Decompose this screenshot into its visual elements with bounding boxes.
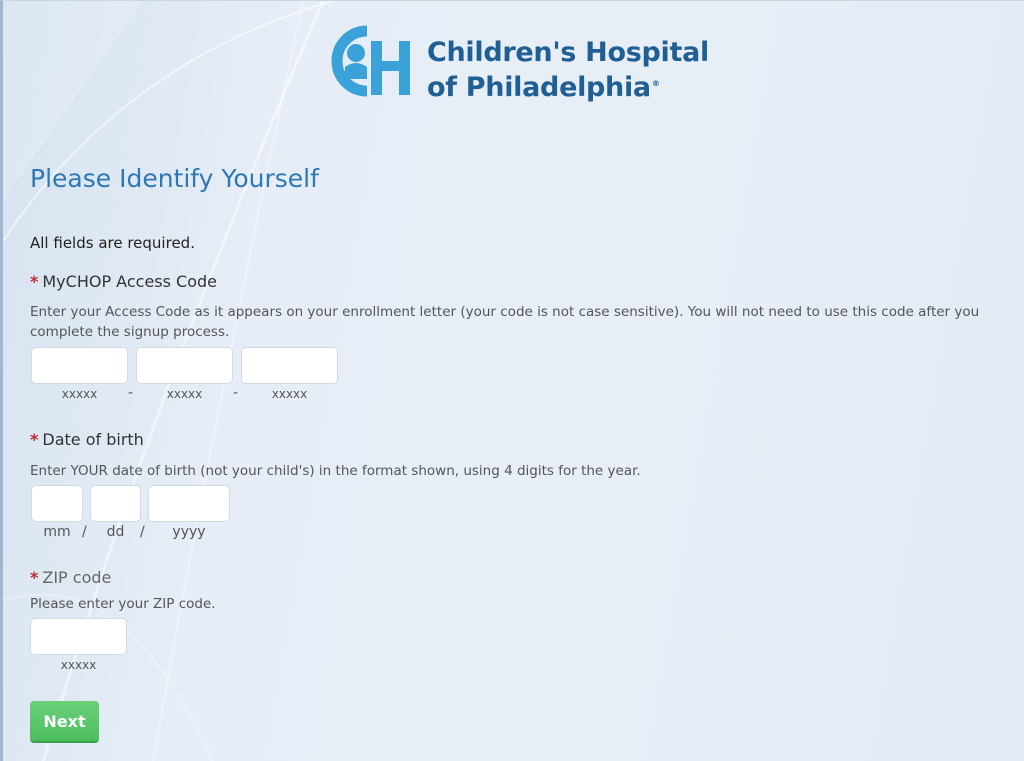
- zip-input[interactable]: [30, 618, 127, 655]
- dob-separator-1: /: [82, 524, 87, 540]
- zip-hint: xxxxx: [60, 658, 97, 672]
- dob-year-input[interactable]: [148, 485, 230, 522]
- access-code-part-2-input[interactable]: [136, 347, 233, 384]
- logo-line-2: [427, 68, 709, 103]
- access-code-part-1-hint: xxxxx: [61, 387, 98, 401]
- chop-logo: [323, 23, 713, 103]
- access-code-label: [30, 272, 217, 291]
- chop-logo-mark-icon: [323, 23, 415, 99]
- page-title: Please Identify Yourself: [30, 164, 319, 193]
- dob-year-hint: yyyy: [172, 524, 206, 540]
- dob-label: [30, 430, 144, 449]
- zip-label-text: ZIP code: [42, 568, 112, 587]
- access-code-part-3-hint: xxxxx: [271, 387, 308, 401]
- access-code-part-2-hint: xxxxx: [166, 387, 203, 401]
- dob-separator-2: /: [140, 524, 145, 540]
- required-star: *: [30, 430, 39, 449]
- access-code-help: Enter your Access Code as it appears on your enrollment letter (your code is not case sensitive). You will not need to use this code after you complete the signup process.: [30, 304, 980, 340]
- chop-logo-text: [427, 37, 709, 103]
- registered-mark: ®: [651, 79, 660, 88]
- dob-month-input[interactable]: [31, 485, 83, 522]
- dob-help: Enter YOUR date of birth (not your child's) in the format shown, using 4 digits for the year.: [30, 463, 641, 479]
- required-note: All fields are required.: [30, 234, 195, 252]
- access-code-part-1-input[interactable]: [31, 347, 128, 384]
- dob-month-hint: mm: [43, 524, 71, 540]
- logo-line-2-text: of Philadelphia: [427, 72, 651, 103]
- zip-help: Please enter your ZIP code.: [30, 596, 216, 612]
- required-star: *: [30, 568, 39, 587]
- zip-label: [30, 568, 111, 587]
- required-star: *: [30, 272, 39, 291]
- dob-label-text: Date of birth: [42, 430, 144, 449]
- next-button[interactable]: Next: [30, 701, 99, 741]
- dob-day-hint: dd: [106, 524, 125, 540]
- logo-line-1: Children's Hospital: [427, 37, 709, 68]
- access-code-separator-1: -: [128, 385, 134, 401]
- access-code-part-3-input[interactable]: [241, 347, 338, 384]
- dob-day-input[interactable]: [90, 485, 141, 522]
- access-code-label-text: MyCHOP Access Code: [42, 272, 217, 291]
- access-code-separator-2: -: [233, 385, 239, 401]
